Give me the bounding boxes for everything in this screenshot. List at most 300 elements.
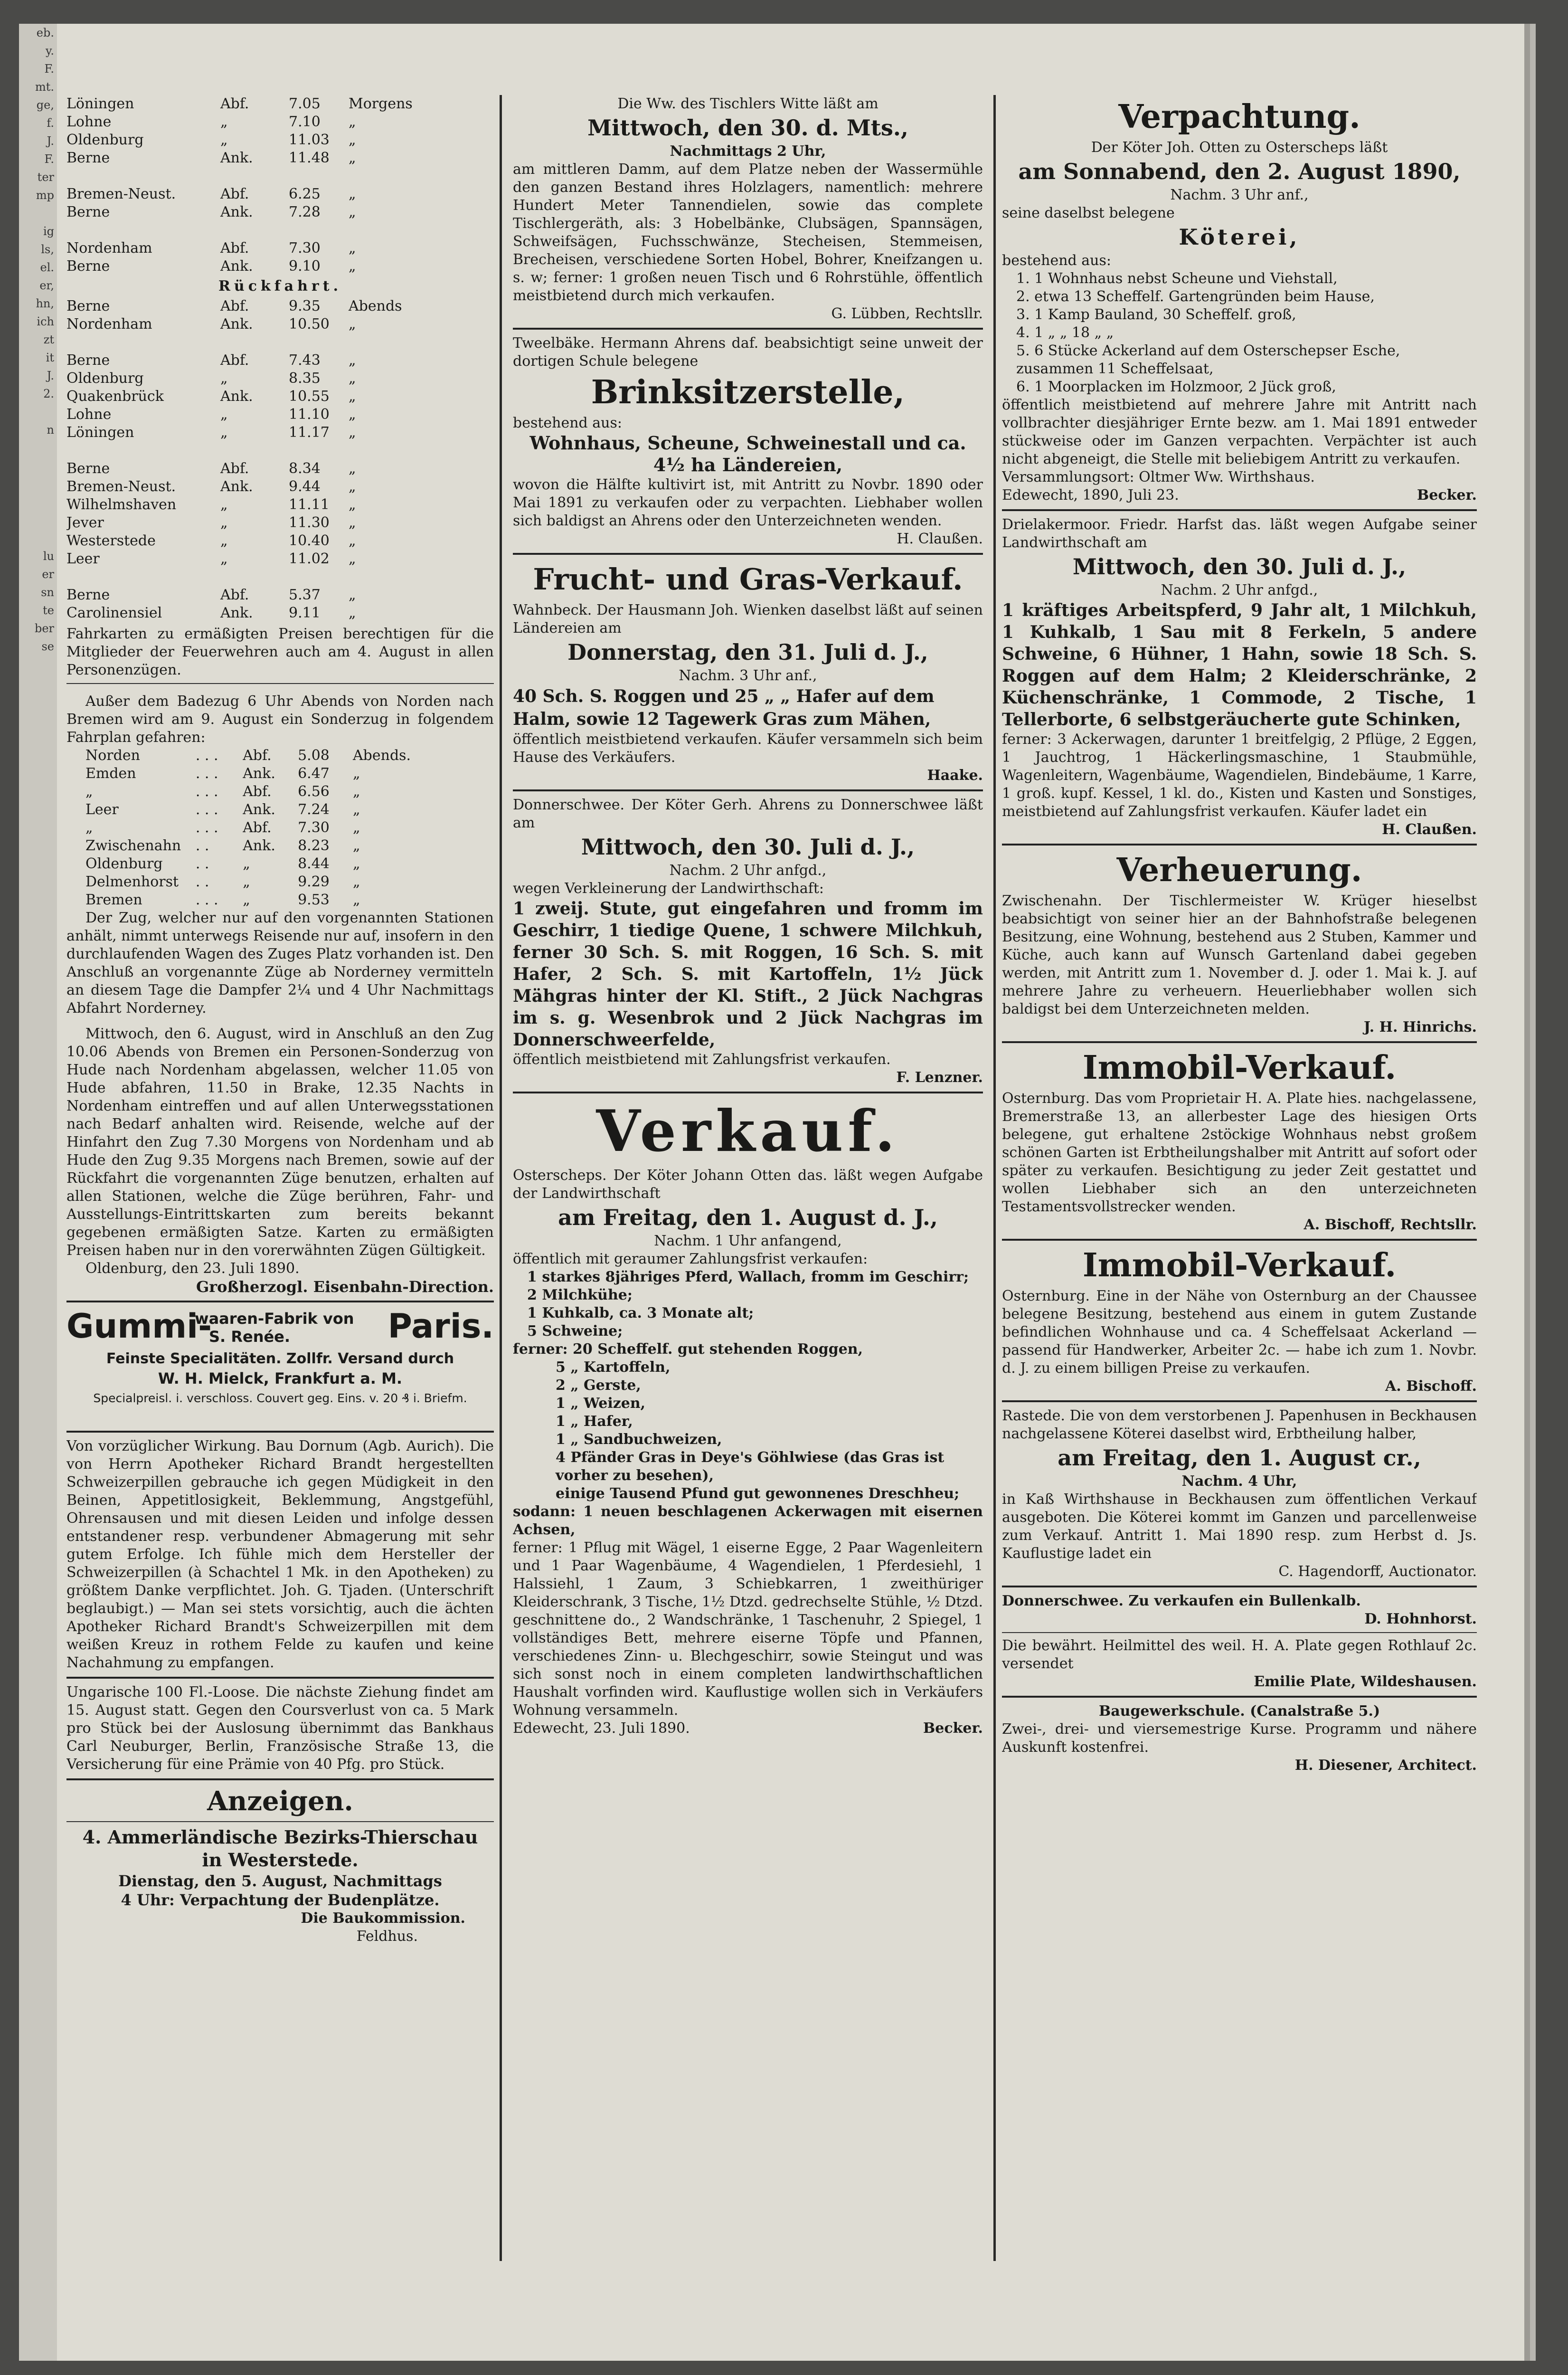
timetable-row (85, 891, 479, 909)
list-item: 1 Kuhkalb, ca. 3 Monate alt; (527, 1305, 754, 1321)
gummi-mielck: W. H. Mielck, Frankfurt a. M. (158, 1369, 403, 1387)
timetable-cell: Berne (66, 150, 110, 166)
timetable-cell: 9.11 (289, 605, 321, 621)
wahnbeck-text: öffentlich meistbietend verkaufen. Käufer versammeln sich beim Hause des Verkäufers. (513, 731, 983, 766)
verheuerung-heading: Verheuerung. (1116, 851, 1362, 889)
tweelbaeke-bestehend: bestehend aus: (513, 415, 623, 431)
list-item: 6. 1 Moorplacken im Holzmoor, 2 Jück groß, (1016, 379, 1336, 395)
list-item: 1 starkes 8jähriges Pferd, Wallach, fromm im Geschirr; (527, 1269, 969, 1285)
divider (513, 328, 983, 330)
donnerschwee-time: Nachm. 2 Uhr anfgd., (669, 862, 827, 879)
timetable-cell: Bremen (85, 892, 142, 908)
timetable-cell: . . (195, 855, 209, 872)
verpachtung-bestehend: bestehend aus: (1002, 252, 1112, 269)
osterscheps-crops-list (556, 1358, 983, 1503)
verpachtung-intro: Der Köter Joh. Otten zu Osterscheps läßt (1091, 139, 1388, 156)
timetable-cell (66, 221, 220, 239)
fahrkarten-note: Fahrkarten zu ermäßigten Preisen berechtigen für die Mitglieder der Feuerwehren auch am 4. August in allen Personenzügen. (66, 626, 494, 678)
divider (1002, 1696, 1477, 1698)
strip-fragment: y. (46, 44, 54, 57)
donnerschwee-reason: wegen Verkleinerung der Landwirthschaft: (513, 880, 824, 897)
timetable-cell: 8.35 (289, 370, 321, 387)
timetable-cell: Berne (66, 258, 110, 275)
timetable-cell: Ank. (220, 258, 253, 275)
timetable-row (85, 783, 479, 801)
strip-fragment: J. (47, 134, 54, 148)
timetable-cell: Leer (66, 551, 100, 567)
osterscheps-text: öffentlich mit geraumer Zahlungsfrist verkaufen: (513, 1251, 868, 1267)
timetable-cell: Ank. (243, 837, 275, 854)
divider (66, 1821, 494, 1822)
divider (1002, 509, 1477, 511)
timetable-cell: Berne (66, 352, 110, 369)
timetable-cell: Wilhelmshaven (66, 496, 177, 513)
timetable-cell: „ (349, 132, 356, 148)
thierschau-title: 4. Ammerländische Bezirks-Thierschau (82, 1826, 478, 1848)
timetable-cell: 9.29 (298, 874, 330, 890)
donnerschwee-date: Mittwoch, den 30. Juli d. J., (581, 834, 915, 860)
timetable-cell: 7.10 (289, 114, 321, 130)
list-item: 5 Schweine; (527, 1323, 623, 1340)
timetable-cell: 6.47 (298, 765, 330, 782)
timetable-cell: 11.03 (289, 132, 330, 148)
strip-fragment (19, 439, 57, 457)
timetable-cell: 11.17 (289, 424, 330, 441)
timetable-cell: 11.10 (289, 406, 330, 423)
thierschau-signature: Feldhus. (356, 1928, 418, 1945)
list-item: 1. 1 Wohnhaus nebst Scheune und Viehstall, (1016, 270, 1338, 287)
drielakermoor-time: Nachm. 2 Uhr anfgd., (1161, 582, 1318, 598)
divider (66, 683, 494, 684)
timetable-cell (66, 167, 220, 185)
timetable-cell (349, 167, 494, 185)
divider (66, 1677, 494, 1679)
osterscheps-intro: Osterscheps. Der Köter Johann Otten das. läßt wegen Aufgabe der Landwirthschaft (513, 1167, 983, 1202)
timetable-cell: . . . (195, 765, 218, 782)
timetable-cell: Abf. (220, 298, 249, 314)
timetable-cell (220, 442, 289, 460)
badezug-intro: Außer dem Badezug 6 Uhr Abends von Norden nach Bremen wird am 9. August ein Sonderzug in folgendem Fahrplan gefahren: (66, 693, 494, 746)
thierschau-program: 4 Uhr: Verpachtung der Budenplätze. (121, 1891, 440, 1909)
timetable-cell: 8.23 (298, 837, 330, 854)
timetable-row (66, 586, 494, 604)
timetable-row (66, 568, 494, 586)
strip-fragment: ich (37, 315, 54, 328)
baugewerkschule-title: Baugewerkschule. (Canalstraße 5.) (1098, 1703, 1380, 1720)
timetable-cell: 7.24 (298, 801, 330, 818)
list-item: 1 „ Sandbuchweizen, (556, 1431, 722, 1448)
timetable-cell (220, 333, 289, 352)
timetable-row (66, 95, 494, 113)
mittwoch-notice: Mittwoch, den 6. August, wird in Anschluß an den Zug 10.06 Abends von Bremen ein Personen-Sonderzug von Hude nach Nordenham abgelassen, welcher 11.05 von Hude abfahren, 11.50 in Brake, 12.35 Nachts in Nordenham eintreffen und auf allen Unterwegsstationen nach Bedarf anhalten wird. Reisende, welche auf der Hinfahrt den Zug 7.30 Morgens von Nordenham und ab Hude den Zug 9.35 Morgens nach Bremen, sowie auf der Rückfahrt die vorgenannten Züge benutzen, erhalten auf allen Stationen, welche die Züge berühren, Fahr- und Ausstellungs-Eintrittskarten zum bereits bekannt gegebenen ermäßigten Satze. Karten zu ermäßigten Preisen haben nur in den vorerwähnten Zügen Gültigkeit. (66, 1026, 494, 1259)
witte-time: Nachmittags 2 Uhr, (670, 143, 826, 160)
osterscheps-ferner: ferner: 20 Scheffelf. gut stehenden Roggen, (513, 1341, 863, 1358)
strip-fragment: mp (36, 189, 54, 202)
timetable-cell: Löningen (66, 424, 134, 441)
timetable-cell: 11.02 (289, 551, 330, 567)
timetable-cell (289, 167, 349, 185)
timetable-cell: „ (349, 186, 356, 202)
timetable-row (66, 352, 494, 370)
bullenkalb-ad: Donnerschwee. Zu verkaufen ein Bullenkalb. (1002, 1593, 1361, 1609)
eisenbahn-signature: Großherzogl. Eisenbahn-Direction. (196, 1278, 494, 1296)
timetable-cell: Abf. (243, 783, 272, 800)
timetable-cell: 5.37 (289, 587, 321, 603)
verheuerung-signature: J. H. Hinrichs. (1363, 1019, 1477, 1036)
timetable-cell: Abf. (220, 587, 249, 603)
timetable-row (85, 855, 479, 873)
list-item: 2 „ Gerste, (556, 1377, 641, 1394)
divider (66, 1778, 494, 1780)
strip-fragment: ls, (41, 243, 54, 256)
tweelbaeke-signature: H. Claußen. (897, 531, 983, 547)
thierschau-place: in Westerstede. (202, 1849, 359, 1871)
list-item: 5. 6 Stücke Ackerland auf dem Osterschepser Esche, zusammen 11 Scheffelsaat, (1016, 342, 1400, 377)
anzeigen-heading: Anzeigen. (207, 1786, 353, 1817)
witte-intro: Die Ww. des Tischlers Witte läßt am (617, 95, 878, 112)
gummi-specialitaeten: Feinste Specialitäten. Zollfr. Versand durch (106, 1350, 454, 1367)
verpachtung-date: am Sonnabend, den 2. August 1890, (1018, 159, 1461, 184)
verpachtung-time: Nachm. 3 Uhr anf., (1170, 187, 1309, 203)
baugewerkschule-signature: H. Diesener, Architect. (1294, 1757, 1477, 1774)
timetable-row (66, 149, 494, 167)
wahnbeck-intro: Wahnbeck. Der Hausmann Joh. Wienken daselbst läßt auf seinen Ländereien am (513, 602, 983, 636)
strip-fragment: zt (43, 333, 54, 346)
timetable-cell: 9.53 (298, 892, 330, 908)
timetable-cell: . . . (195, 819, 218, 836)
list-item: 2. etwa 13 Scheffelf. Gartengründen beim Hause, (1016, 288, 1375, 305)
divider (1002, 1041, 1477, 1043)
strip-fragment: se (41, 640, 54, 653)
timetable-cell: „ (243, 855, 250, 872)
timetable-cell: 11.30 (289, 514, 330, 531)
timetable-cell: Westerstede (66, 532, 156, 549)
list-item: 5 „ Kartoffeln, (556, 1359, 671, 1376)
timetable-cell: . . (195, 837, 209, 854)
gummi-fabrik: waaren-Fabrik von (195, 1310, 354, 1328)
strip-fragment: J. (47, 369, 54, 382)
timetable-cell (349, 568, 494, 586)
immobil-1-signature: A. Bischoff, Rechtsllr. (1304, 1216, 1477, 1233)
timetable-cell: „ (243, 874, 250, 890)
timetable-row (66, 604, 494, 622)
list-item: 1 „ Hafer, (556, 1413, 633, 1430)
timetable-cell: . . . (195, 747, 218, 764)
strip-fragment: ig (43, 225, 54, 238)
timetable-row (66, 532, 494, 550)
timetable-return (66, 297, 494, 622)
zug-notice: Der Zug, welcher nur auf den vorgenannten Stationen anhält, nimmt unterwegs Reisende nur auf, insofern in den durchlaufenden Wagen des Zuges Platz vorhanden ist. Den Anschluß an vorgenannte Züge ab Norderney vermitteln an diesem Tage die Dampfer 2¼ und 4 Uhr Nachmittags Abfahrt Norderney. (66, 910, 494, 1016)
verkauf-heading: Verkauf. (596, 1098, 900, 1165)
osterscheps-livestock-list (527, 1268, 983, 1340)
divider (1002, 1632, 1477, 1633)
timetable-cell: „ (349, 370, 356, 387)
strip-fragment (19, 457, 57, 475)
timetable-cell: 7.30 (298, 819, 330, 836)
gummi-word: Gummi- (66, 1307, 212, 1346)
timetable-cell: Abf. (243, 819, 272, 836)
verpachtung-text1: seine daselbst belegene (1002, 205, 1175, 221)
timetable-cell: Bremen-Neust. (66, 478, 176, 495)
timetable-cell (289, 442, 349, 460)
timetable-row (66, 460, 494, 478)
timetable-cell: „ (349, 352, 356, 369)
timetable-cell: 6.25 (289, 186, 321, 202)
timetable-cell: Berne (66, 460, 110, 477)
timetable-cell (220, 167, 289, 185)
timetable-cell: 7.30 (289, 240, 321, 256)
timetable-cell: Abf. (220, 95, 249, 112)
timetable-row (85, 765, 479, 783)
timetable-outbound (66, 95, 494, 276)
rastede-text: in Kaß Wirthshause in Beckhausen zum öffentlichen Verkauf ausgeboten. Die Köterei kommt im Ganzen und parcellenweise zum Verkauf. Antritt 1. Mai 1890 resp. zum Herbst d. Js. Kauflustige ladet ein (1002, 1491, 1477, 1562)
timetable-cell: Oldenburg (66, 132, 144, 148)
immobil-1-text: Osternburg. Das vom Proprietair H. A. Plate hies. nachgelassene, Bremerstraße 13, an allerbester Lage des hiesigen Orts belegene, gut erhaltene 2stöckige Wohnhaus nebst großem schönen Garten ist Erbtheilungshalber mit Antritt auf sofort oder später zu verkaufen. Besichtigung zu jeder Zeit gestattet und wollen Liebhaber sich an den unterzeichneten Testamentsvollstrecker wenden. (1002, 1090, 1477, 1215)
timetable-cell (289, 333, 349, 352)
timetable-sonderzug (85, 747, 479, 909)
timetable-cell: „ (349, 478, 356, 495)
timetable-row (66, 514, 494, 532)
timetable-cell: Abf. (220, 460, 249, 477)
immobil-2-text: Osternburg. Eine in der Nähe von Osternburg an der Chaussee belegene Besitzung, bestehend aus einem in gutem Zustande befindlichen Wohnhause und ca. 4 Scheffelsaat Ackerland — passend für Handwerker, Arbeiter 2c. — habe ich zum 1. Novbr. d. J. zu einem billigen Preise zu verkaufen. (1002, 1288, 1477, 1377)
gummi-ad (66, 1307, 494, 1426)
rastede-time: Nachm. 4 Uhr, (1181, 1473, 1297, 1490)
timetable-cell: Emden (85, 765, 136, 782)
timetable-cell: Berne (66, 587, 110, 603)
column-1 (66, 95, 494, 1946)
timetable-cell: Carolinensiel (66, 605, 162, 621)
list-item: 4 Pfänder Gras in Deye's Göhlwiese (das Gras ist vorher zu besehen), (556, 1449, 945, 1484)
timetable-row (85, 819, 479, 837)
timetable-cell: Lohne (66, 114, 112, 130)
verpachtung-heading: Verpachtung. (1118, 98, 1360, 136)
timetable-row (66, 442, 494, 460)
tweelbaeke-text: wovon die Hälfte kultivirt ist, mit Antritt zu Novbr. 1890 oder Mai 1891 zu verkaufen oder zu verpachten. Liebhaber wollen sich baldigst an Ahrens oder den Unterzeichneten wenden. (513, 476, 983, 529)
timetable-cell: Ank. (220, 605, 253, 621)
divider (513, 1092, 983, 1093)
donnerschwee-items: 1 zweij. Stute, gut eingefahren und fromm im Geschirr, 1 tiedige Quene, 1 schwere Milchkuh, ferner 30 Sch. S. mit Roggen, 16 Sch. S. mit Hafer, 2 Sch. S. mit Kartoffeln, 1½ Jück Mähgras hinter der Kl. Stift., 2 Jück Nachgras im s. g. Wesenbrok und 2 Jück Nachgras im Donnerschweerfelde, (513, 899, 983, 1050)
timetable-row (66, 315, 494, 333)
timetable-cell: „ (349, 204, 356, 220)
timetable-cell: Abends (349, 298, 402, 314)
newspaper-page (19, 24, 1524, 2361)
timetable-cell (289, 568, 349, 586)
plate-ad: Die bewährt. Heilmittel des weil. H. A. Plate gegen Rothlauf 2c. versendet (1002, 1637, 1477, 1672)
osterscheps-inventory: ferner: 1 Pflug mit Wägel, 1 eiserne Egge, 2 Paar Wagenleitern und 1 Paar Wagenbäume, 4 Wagendielen, 1 Pferdesiehl, 1 Halssiehl, 1 Zaum, 3 Schiebkarren, 1 zweithüriger Kleiderschrank, 3 Tische, 1½ Dtzd. gedrechselte Stühle, ½ Dtzd. geschnittene do., 2 Wandschränke, 1 Taschenuhr, 2 Spiegel, 1 vollständiges Bett, mehrere eiserne Töpfe und Pfannen, verschiedenes Zinn- u. Blechgeschirr, sowie Steingut und was sich sonst noch in einem completen landwirthschaftlichen Haushalt vorfinden wird. Kauflustige wollen sich in Verkäufers Wohnung versammeln. (513, 1539, 983, 1719)
timetable-cell: „ (349, 532, 356, 549)
strip-fragment: sn (41, 586, 54, 599)
list-item: 4. 1 „ „ 18 „ „ (1016, 324, 1114, 341)
timetable-cell: Nordenham (66, 240, 152, 256)
timetable-cell: 8.34 (289, 460, 321, 477)
wahnbeck-items: 40 Sch. S. Roggen und 25 „ „ Hafer auf dem Halm, sowie 12 Tagewerk Gras zum Mähen, (513, 686, 935, 729)
timetable-cell: „ (353, 837, 360, 854)
timetable-cell: Ank. (243, 765, 275, 782)
timetable-cell: Leer (85, 801, 119, 818)
timetable-cell: Morgens (349, 95, 413, 112)
strip-fragment: hn, (36, 297, 54, 310)
timetable-cell: „ (85, 819, 93, 836)
drielakermoor-items: 1 kräftiges Arbeitspferd, 9 Jahr alt, 1 Milchkuh, 1 Kuhkalb, 1 Sau mit 8 Ferkeln, 5 andere Schweine, 6 Hühner, 1 Hahn, sowie 18 Sch. S. Roggen auf dem Halm; 2 Kleiderschränke, 2 Küchenschränke, 1 Commode, 2 Tische, 1 Tellerborte, 6 selbstgeräucherte gute Schinken, (1002, 600, 1477, 730)
osterscheps-sodann: sodann: 1 neuen beschlagenen Ackerwagen mit eisernen Achsen, (513, 1503, 983, 1538)
divider (513, 789, 983, 791)
verpachtung-text3: öffentlich meistbietend auf mehrere Jahre mit Antritt nach vollbrachter diesjähriger Ernte bezw. am 1. Mai 1891 entweder stückweise oder im Ganzen verpachten. Verpächter ist auch nicht abgeneigt, die Stelle mit beliebigem Antritt zu verkaufen. (1002, 397, 1477, 467)
drielakermoor-signature: H. Claußen. (1382, 821, 1477, 838)
verpachtung-date2: Edewecht, 1890, Juli 23. (1002, 487, 1179, 504)
verpachtung-ort: Versammlungsort: Oltmer Ww. Wirthshaus. (1002, 469, 1315, 485)
timetable-cell (220, 221, 289, 239)
timetable-row (66, 550, 494, 568)
strip-fragment (19, 493, 57, 511)
timetable-cell: . . . (195, 892, 218, 908)
timetable-cell: Lohne (66, 406, 112, 423)
timetable-cell (66, 568, 220, 586)
timetable-row (66, 113, 494, 131)
timetable-cell: 10.40 (289, 532, 330, 549)
timetable-cell: „ (349, 316, 356, 332)
oldenburg-date: Oldenburg, den 23. Juli 1890. (85, 1260, 300, 1277)
timetable-cell: „ (243, 892, 250, 908)
tweelbaeke-intro: Tweelbäke. Hermann Ahrens daf. beabsichtigt seine unweit der dortigen Schule belegene (513, 335, 983, 370)
timetable-cell (66, 442, 220, 460)
frucht-gras-heading: Frucht- und Gras-Verkauf. (533, 562, 963, 597)
timetable-row (85, 873, 479, 891)
strip-fragment: F. (44, 62, 54, 76)
timetable-cell: . . . (195, 783, 218, 800)
timetable-cell: Nordenham (66, 316, 152, 332)
timetable-cell: „ (220, 424, 228, 441)
timetable-cell: Oldenburg (85, 855, 163, 872)
timetable-cell: „ (85, 783, 93, 800)
strip-fragment: f. (47, 116, 54, 130)
strip-fragment (19, 529, 57, 547)
list-item: 1 „ Weizen, (556, 1395, 646, 1412)
immobil-verkauf-heading-2: Immobil-Verkauf. (1082, 1246, 1397, 1284)
timetable-cell: „ (349, 460, 356, 477)
strip-fragment: 2. (43, 387, 54, 400)
timetable-cell: 11.11 (289, 496, 330, 513)
rastede-signature: C. Hagendorff, Auctionator. (1278, 1563, 1477, 1580)
rastede-intro: Rastede. Die von dem verstorbenen J. Papenhusen in Beckhausen nachgelassene Köterei daselbst wird, Erbtheilung halber, (1002, 1407, 1477, 1442)
verheuerung-text: Zwischenahn. Der Tischlermeister W. Krüger hieselbst beabsichtigt von seiner hier an der Bahnhofstraße belegenen Besitzung, eine Wohnung, bestehend aus 2 Stuben, Kammer und Küche, auch kann auf Wunsch Gartenland dabei gegeben werden, mit Antritt zum 1. November d. J. oder 1. Mai k. J. auf mehrere Jahre zu verheuern. Heuerliebhaber wollen sich baldigst bei dem Unterzeichneten melden. (1002, 893, 1477, 1017)
timetable-row (66, 257, 494, 276)
osterscheps-place-date: Edewecht, 23. Juli 1890. (513, 1720, 690, 1737)
timetable-cell: 7.28 (289, 204, 321, 220)
list-item: 2 Milchkühe; (527, 1287, 633, 1303)
timetable-row (66, 370, 494, 388)
strip-fragment: ge, (36, 98, 54, 112)
timetable-cell: Ank. (220, 388, 253, 405)
timetable-row (66, 424, 494, 442)
timetable-row (66, 406, 494, 424)
gummi-paris: Paris. (387, 1307, 494, 1346)
wahnbeck-signature: Haake. (927, 767, 983, 784)
tweelbaeke-items: Wohnhaus, Scheune, Schweinestall und ca. 4½ ha Ländereien, (529, 432, 966, 475)
gummi-preisliste: Specialpreisl. i. verschloss. Couvert geg. Eins. v. 20 ₰ i. Briefm. (93, 1391, 467, 1405)
timetable-cell: „ (349, 551, 356, 567)
timetable-cell: Ank. (220, 316, 253, 332)
divider (1002, 844, 1477, 846)
donnerschwee-signature: F. Lenzner. (896, 1069, 983, 1086)
strip-fragment: F. (44, 152, 54, 166)
timetable-cell: „ (220, 514, 228, 531)
timetable-cell: Abf. (220, 240, 249, 256)
timetable-cell: „ (353, 855, 360, 872)
thierschau-date: Dienstag, den 5. August, Nachmittags (118, 1872, 442, 1890)
timetable-cell: „ (349, 406, 356, 423)
timetable-row (85, 747, 479, 765)
divider (66, 1431, 494, 1433)
drielakermoor-date: Mittwoch, den 30. Juli d. J., (1072, 554, 1407, 580)
timetable-cell: „ (220, 406, 228, 423)
timetable-row (85, 837, 479, 855)
timetable-cell: Ank. (220, 478, 253, 495)
timetable-cell: „ (220, 496, 228, 513)
timetable-cell: „ (220, 551, 228, 567)
column-rule-2 (993, 95, 996, 2261)
timetable-cell: Abf. (220, 186, 249, 202)
drielakermoor-intro: Drielakermoor. Friedr. Harfst das. läßt wegen Aufgabe seiner Landwirthschaft am (1002, 516, 1477, 551)
schweizerpillen-ad: Von vorzüglicher Wirkung. Bau Dornum (Agb. Aurich). Die von Herrn Apotheker Richard Brandt hergestellten Schweizerpillen gebrauche ich gegen Müdigkeit in den Beinen, Appetitlosigkeit, Beklemmung, Angstgefühl, Ohrensausen und mit diesen Leiden und infolge dessen entstandener resp. verbundener Abmagerung mit sehr gutem Erfolge. Ich fühle mich dem Hersteller der Schweizerpillen (à Schachtel 1 Mk. in den Apotheken) zu größtem Danke verpflichtet. Joh. G. Tjaden. (Unterschrift beglaubigt.) — Man sei stets vorsichtig, auch die ächten Apotheker Richard Brandt's Schweizerpillen mit dem weißen Kreuz in rothem Felde zu kaufen und keine Nachahmung zu empfangen. (66, 1438, 494, 1671)
timetable-cell: „ (353, 819, 360, 836)
timetable-cell: Oldenburg (66, 370, 144, 387)
timetable-cell: Löningen (66, 95, 134, 112)
timetable-cell: Ank. (243, 801, 275, 818)
timetable-cell: 10.50 (289, 316, 330, 332)
previous-page-edge (19, 24, 57, 2361)
strip-fragment: er (42, 568, 54, 581)
timetable-cell: Bremen-Neust. (66, 186, 176, 202)
timetable-cell: Delmenhorst (85, 874, 179, 890)
divider (513, 553, 983, 555)
strip-fragment: ber (34, 622, 54, 635)
timetable-cell: „ (353, 765, 360, 782)
strip-fragment: te (43, 604, 54, 617)
strip-fragment (19, 475, 57, 493)
timetable-cell: 9.44 (289, 478, 321, 495)
timetable-row (66, 221, 494, 239)
timetable-cell: „ (349, 514, 356, 531)
timetable-row (66, 167, 494, 185)
strip-fragment: mt. (35, 80, 54, 94)
timetable-row (66, 496, 494, 514)
koeterei-heading: Köterei, (1179, 224, 1300, 250)
timetable-cell: „ (353, 801, 360, 818)
timetable-cell: 10.55 (289, 388, 330, 405)
drielakermoor-text: ferner: 3 Ackerwagen, darunter 1 breitfelgig, 2 Pflüge, 2 Eggen, 1 Jauchtrog, 1 Häckerlingsmaschine, 1 Staubmühle, Wagenleitern, Wagenbäume, Wagendielen, Bindebäume, 1 Karre, 1 groß. kupf. Kessel, 1 kl. do., Kisten und Kasten und Sonstiges, meistbietend auf Zahlungsfrist verkaufen. Käufer ladet ein (1002, 731, 1477, 820)
timetable-row (66, 185, 494, 203)
baugewerkschule-text: Zwei-, drei- und viersemestrige Kurse. Programm und nähere Auskunft kostenfrei. (1002, 1721, 1477, 1756)
timetable-cell: 9.35 (289, 298, 321, 314)
thierschau-kommission: Die Baukommission. (301, 1910, 465, 1927)
immobil-2-signature: A. Bischoff. (1385, 1378, 1477, 1395)
timetable-cell (349, 221, 494, 239)
column-rule-1 (500, 95, 502, 2261)
timetable-cell: Norden (85, 747, 140, 764)
timetable-cell: „ (349, 150, 356, 166)
donnerschwee-intro: Donnerschwee. Der Köter Gerh. Ahrens zu Donnerschwee läßt am (513, 797, 983, 831)
witte-signature: G. Lübben, Rechtsllr. (831, 305, 983, 322)
timetable-row (66, 333, 494, 352)
timetable-cell (349, 442, 494, 460)
verpachtung-list (1016, 270, 1477, 396)
gummi-renee: S. Renée. (209, 1328, 291, 1346)
divider (1002, 1400, 1477, 1402)
timetable-cell: „ (349, 258, 356, 275)
osterscheps-time: Nachm. 1 Uhr anfangend, (654, 1233, 842, 1249)
osterscheps-signature: Becker. (923, 1720, 983, 1737)
strip-fragment (19, 204, 57, 222)
